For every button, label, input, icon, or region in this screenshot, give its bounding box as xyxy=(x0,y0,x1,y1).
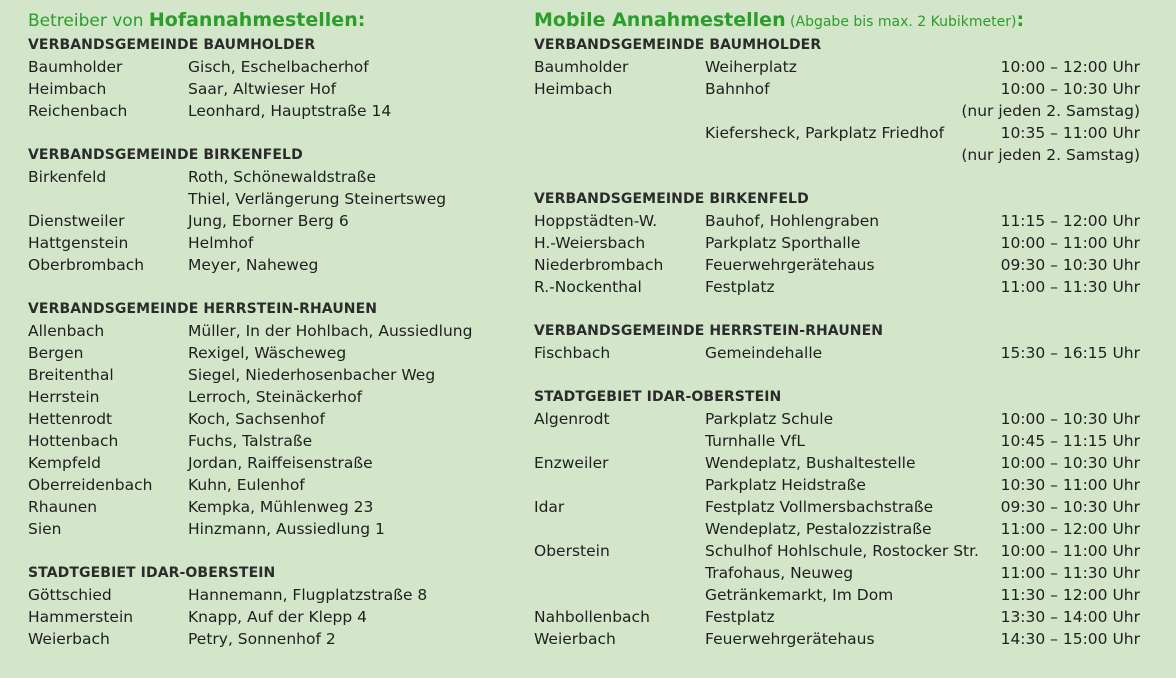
list-item xyxy=(28,408,498,430)
list-item xyxy=(28,496,498,518)
place-name: Hattgenstein xyxy=(28,234,129,252)
place-name: Allenbach xyxy=(28,322,105,340)
operator-address: Helmhof xyxy=(188,234,254,252)
region-section xyxy=(534,188,1140,298)
place-name xyxy=(534,122,705,144)
place-name: Hettenrodt xyxy=(28,410,113,428)
list-item xyxy=(534,254,1140,276)
time-range: 09:30 – 10:30 Uhr xyxy=(1000,256,1140,274)
mobile-collection-points-column xyxy=(534,8,1140,650)
operator-address: Jung, Eborner Berg 6 xyxy=(188,212,349,230)
location xyxy=(705,100,961,122)
location: Parkplatz Schule xyxy=(705,410,834,428)
operator-address: Rexigel, Wäscheweg xyxy=(188,344,347,362)
operator-address: Roth, Schönewaldstraße xyxy=(188,168,376,186)
time-range: 13:30 – 14:00 Uhr xyxy=(1000,608,1140,626)
list-item xyxy=(534,562,1140,584)
place-name: R.-Nockenthal xyxy=(534,278,642,296)
list-item xyxy=(28,474,498,496)
place-name: Oberbrombach xyxy=(28,256,145,274)
place-name: H.-Weiersbach xyxy=(534,234,646,252)
place-name: Baumholder xyxy=(28,58,123,76)
location: Weiherplatz xyxy=(705,58,797,76)
location: Festplatz xyxy=(705,278,775,296)
list-item xyxy=(534,342,1140,364)
operator-address: Petry, Sonnenhof 2 xyxy=(188,630,336,648)
place-name: Oberreidenbach xyxy=(28,476,153,494)
location xyxy=(705,144,961,166)
place-name: Hottenbach xyxy=(28,432,119,450)
time-range: 11:15 – 12:00 Uhr xyxy=(1000,212,1140,230)
operator-address: Thiel, Verlängerung Steinertsweg xyxy=(188,190,447,208)
location: Festplatz xyxy=(705,608,775,626)
list-item xyxy=(534,78,1140,100)
list-item xyxy=(534,474,1140,496)
farm-collection-sections xyxy=(28,34,498,650)
time-range: 10:00 – 11:00 Uhr xyxy=(1000,234,1140,252)
operator-address: Hannemann, Flugplatzstraße 8 xyxy=(188,586,428,604)
time-range: 11:00 – 11:30 Uhr xyxy=(1000,564,1140,582)
section-spacer xyxy=(28,276,498,298)
section-spacer xyxy=(28,540,498,562)
place-name: Göttschied xyxy=(28,586,112,604)
time-range: 11:00 – 11:30 Uhr xyxy=(1000,278,1140,296)
place-name: Heimbach xyxy=(28,80,107,98)
list-item xyxy=(28,254,498,276)
region-section xyxy=(534,34,1140,166)
list-item xyxy=(28,606,498,628)
place-name xyxy=(534,430,705,452)
place-name: Bergen xyxy=(28,344,84,362)
list-item xyxy=(28,166,498,188)
location: Wendeplatz, Pestalozzistraße xyxy=(705,520,932,538)
farm-collection-points-column xyxy=(28,8,498,650)
list-item xyxy=(28,584,498,606)
time-range: 09:30 – 10:30 Uhr xyxy=(1000,498,1140,516)
list-item xyxy=(28,320,498,342)
place-name: Sien xyxy=(28,520,62,538)
place-name xyxy=(534,100,705,122)
mobile-collection-heading xyxy=(534,8,1140,34)
place-name xyxy=(534,562,705,584)
list-item xyxy=(28,210,498,232)
operator-address: Fuchs, Talstraße xyxy=(188,432,313,450)
location: Trafohaus, Neuweg xyxy=(705,564,854,582)
section-spacer xyxy=(534,298,1140,320)
list-item xyxy=(534,606,1140,628)
list-item xyxy=(534,496,1140,518)
operator-address: Saar, Altwieser Hof xyxy=(188,80,337,98)
location: Parkplatz Heidstraße xyxy=(705,476,866,494)
time-range: 10:30 – 11:00 Uhr xyxy=(1000,476,1140,494)
list-item xyxy=(534,408,1140,430)
place-name: Oberstein xyxy=(534,542,610,560)
place-name: Algenrodt xyxy=(534,410,610,428)
section-title: VERBANDSGEMEINDE BIRKENFELD xyxy=(28,147,303,163)
operator-address: Knapp, Auf der Klepp 4 xyxy=(188,608,367,626)
heading-prefix: Betreiber von xyxy=(28,11,149,31)
place-name: Heimbach xyxy=(534,80,613,98)
region-section xyxy=(534,386,1140,650)
location: Bauhof, Hohlengraben xyxy=(705,212,880,230)
location: Turnhalle VfL xyxy=(705,432,805,450)
list-item xyxy=(28,386,498,408)
time-range: 10:00 – 12:00 Uhr xyxy=(1000,58,1140,76)
farm-collection-heading xyxy=(28,8,498,34)
list-item xyxy=(534,518,1140,540)
list-item xyxy=(28,56,498,78)
place-name: Rhaunen xyxy=(28,498,98,516)
place-name: Fischbach xyxy=(534,344,611,362)
list-item xyxy=(28,452,498,474)
location: Schulhof Hohlschule, Rostocker Str. xyxy=(705,542,979,560)
region-section xyxy=(28,144,498,276)
section-spacer xyxy=(534,166,1140,188)
time-range: 14:30 – 15:00 Uhr xyxy=(1000,630,1140,648)
operator-address: Leonhard, Hauptstraße 14 xyxy=(188,102,392,120)
section-title: STADTGEBIET IDAR-OBERSTEIN xyxy=(534,389,782,405)
list-item xyxy=(534,232,1140,254)
region-section xyxy=(28,298,498,540)
list-item xyxy=(28,342,498,364)
section-title: VERBANDSGEMEINDE HERRSTEIN-RHAUNEN xyxy=(28,301,378,317)
section-title: STADTGEBIET IDAR-OBERSTEIN xyxy=(28,565,276,581)
place-name xyxy=(534,584,705,606)
place-name: Weierbach xyxy=(534,630,616,648)
list-item xyxy=(28,430,498,452)
place-name: Idar xyxy=(534,498,565,516)
heading-title: Hofannahmestellen: xyxy=(148,9,366,31)
operator-address: Gisch, Eschelbacherhof xyxy=(188,58,369,76)
place-name: Breitenthal xyxy=(28,366,114,384)
list-item xyxy=(534,452,1140,474)
place-name: Niederbrombach xyxy=(534,256,664,274)
list-item xyxy=(28,232,498,254)
location: Bahnhof xyxy=(705,80,770,98)
place-name: Enzweiler xyxy=(534,454,609,472)
section-title: VERBANDSGEMEINDE HERRSTEIN-RHAUNEN xyxy=(534,323,884,339)
place-name xyxy=(534,474,705,496)
time-range: 11:30 – 12:00 Uhr xyxy=(1000,586,1140,604)
time-range: 10:00 – 10:30 Uhr xyxy=(1000,410,1140,428)
operator-address: Kempka, Mühlenweg 23 xyxy=(188,498,374,516)
operator-address: Jordan, Raiffeisenstraße xyxy=(188,454,373,472)
time-range: 10:00 – 10:30 Uhr xyxy=(1000,80,1140,98)
place-name: Hammerstein xyxy=(28,608,134,626)
time-range: (nur jeden 2. Samstag) xyxy=(961,146,1140,164)
region-section xyxy=(28,562,498,650)
operator-address: Koch, Sachsenhof xyxy=(188,410,325,428)
list-item xyxy=(534,144,1140,166)
time-range: 10:00 – 11:00 Uhr xyxy=(1000,542,1140,560)
place-name xyxy=(28,188,188,210)
place-name: Weierbach xyxy=(28,630,110,648)
section-spacer xyxy=(28,122,498,144)
operator-address: Hinzmann, Aussiedlung 1 xyxy=(188,520,385,538)
location: Festplatz Vollmersbachstraße xyxy=(705,498,934,516)
region-section xyxy=(534,320,1140,364)
list-item xyxy=(28,100,498,122)
place-name: Nahbollenbach xyxy=(534,608,650,626)
place-name: Birkenfeld xyxy=(28,168,107,186)
list-item xyxy=(28,628,498,650)
location: Parkplatz Sporthalle xyxy=(705,234,861,252)
location: Gemeindehalle xyxy=(705,344,823,362)
heading-note: (Abgabe bis max. 2 Kubikmeter) xyxy=(785,14,1017,30)
location: Wendeplatz, Bushaltestelle xyxy=(705,454,916,472)
location: Kiefersheck, Parkplatz Friedhof xyxy=(705,124,945,142)
place-name xyxy=(534,518,705,540)
location: Feuerwehrgerätehaus xyxy=(705,630,875,648)
place-name xyxy=(534,144,705,166)
region-section xyxy=(28,34,498,122)
place-name: Reichenbach xyxy=(28,102,128,120)
list-item xyxy=(28,78,498,100)
place-name: Dienstweiler xyxy=(28,212,125,230)
time-range: 11:00 – 12:00 Uhr xyxy=(1000,520,1140,538)
place-name: Herrstein xyxy=(28,388,100,406)
place-name: Kempfeld xyxy=(28,454,102,472)
list-item xyxy=(534,122,1140,144)
time-range: 10:45 – 11:15 Uhr xyxy=(1000,432,1140,450)
place-name: Hoppstädten-W. xyxy=(534,212,658,230)
list-item xyxy=(534,628,1140,650)
time-range: 10:00 – 10:30 Uhr xyxy=(1000,454,1140,472)
section-title: VERBANDSGEMEINDE BAUMHOLDER xyxy=(28,37,316,53)
location: Getränkemarkt, Im Dom xyxy=(705,586,894,604)
list-item xyxy=(534,210,1140,232)
mobile-collection-sections xyxy=(534,34,1140,650)
list-item xyxy=(534,540,1140,562)
location: Feuerwehrgerätehaus xyxy=(705,256,875,274)
section-title: VERBANDSGEMEINDE BAUMHOLDER xyxy=(534,37,822,53)
operator-address: Siegel, Niederhosenbacher Weg xyxy=(188,366,436,384)
section-spacer xyxy=(534,364,1140,386)
place-name: Baumholder xyxy=(534,58,629,76)
time-range: 15:30 – 16:15 Uhr xyxy=(1000,344,1140,362)
list-item xyxy=(534,584,1140,606)
operator-address: Meyer, Naheweg xyxy=(188,256,319,274)
operator-address: Lerroch, Steinäckerhof xyxy=(188,388,363,406)
operator-address: Müller, In der Hohlbach, Aussiedlung xyxy=(188,322,473,340)
list-item xyxy=(28,188,498,210)
list-item xyxy=(534,276,1140,298)
heading-colon: : xyxy=(1016,9,1025,31)
time-range: 10:35 – 11:00 Uhr xyxy=(1000,124,1140,142)
list-item xyxy=(534,100,1140,122)
time-range: (nur jeden 2. Samstag) xyxy=(961,102,1140,120)
list-item xyxy=(534,56,1140,78)
section-title: VERBANDSGEMEINDE BIRKENFELD xyxy=(534,191,809,207)
list-item xyxy=(534,430,1140,452)
operator-address: Kuhn, Eulenhof xyxy=(188,476,305,494)
list-item xyxy=(28,518,498,540)
list-item xyxy=(28,364,498,386)
heading-title: Mobile Annahmestellen xyxy=(534,9,786,31)
